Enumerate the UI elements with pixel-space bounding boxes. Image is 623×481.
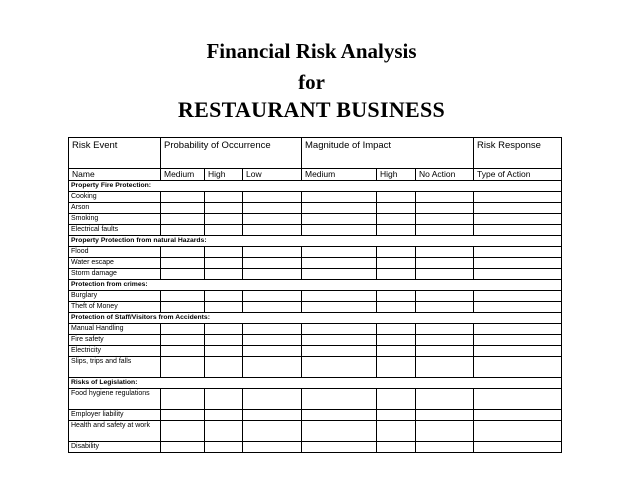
table-cell[interactable] [302, 346, 377, 357]
table-cell[interactable] [205, 247, 243, 258]
table-cell[interactable] [243, 192, 302, 203]
subheader-type-of-action: Type of Action [474, 169, 562, 181]
table-cell[interactable] [416, 324, 474, 335]
table-cell[interactable] [474, 421, 562, 442]
table-cell[interactable] [161, 410, 205, 421]
table-cell[interactable] [302, 421, 377, 442]
risk-item-name: Storm damage [69, 269, 161, 280]
table-cell[interactable] [302, 258, 377, 269]
table-cell[interactable] [161, 214, 205, 225]
table-cell[interactable] [416, 421, 474, 442]
subheader-magnitude-no-action: No Action [416, 169, 474, 181]
table-cell[interactable] [416, 203, 474, 214]
table-cell[interactable] [474, 291, 562, 302]
table-cell[interactable] [161, 302, 205, 313]
table-cell[interactable] [416, 357, 474, 378]
table-cell[interactable] [243, 302, 302, 313]
subheader-probability-high: High [205, 169, 243, 181]
subheader-name: Name [69, 169, 161, 181]
table-cell[interactable] [161, 346, 205, 357]
table-cell[interactable] [302, 247, 377, 258]
table-cell[interactable] [377, 247, 416, 258]
table-cell[interactable] [474, 192, 562, 203]
table-cell[interactable] [474, 269, 562, 280]
table-cell[interactable] [243, 357, 302, 378]
header-risk-event: Risk Event [69, 138, 161, 169]
table-cell[interactable] [205, 269, 243, 280]
table-cell[interactable] [205, 225, 243, 236]
table-cell[interactable] [377, 192, 416, 203]
risk-item-name: Arson [69, 203, 161, 214]
table-cell[interactable] [416, 269, 474, 280]
table-cell[interactable] [377, 335, 416, 346]
table-cell[interactable] [474, 247, 562, 258]
table-cell[interactable] [243, 389, 302, 410]
table-row [69, 258, 562, 269]
table-row [69, 346, 562, 357]
table-cell[interactable] [377, 291, 416, 302]
table-cell[interactable] [377, 421, 416, 442]
header-magnitude: Magnitude of Impact [302, 138, 474, 169]
table-cell[interactable] [416, 346, 474, 357]
table-cell[interactable] [161, 203, 205, 214]
table-cell[interactable] [377, 346, 416, 357]
table-cell[interactable] [243, 346, 302, 357]
risk-item-name: Theft of Money [69, 302, 161, 313]
table-cell[interactable] [474, 346, 562, 357]
table-cell[interactable] [161, 389, 205, 410]
header-row [69, 138, 562, 169]
table-row [69, 410, 562, 421]
table-cell[interactable] [302, 291, 377, 302]
table-cell[interactable] [205, 421, 243, 442]
table-cell[interactable] [302, 324, 377, 335]
table-body [69, 138, 562, 453]
risk-item-name: Food hygiene regulations [69, 389, 161, 410]
table-cell[interactable] [302, 335, 377, 346]
table-cell[interactable] [302, 214, 377, 225]
subheader-magnitude-medium: Medium [302, 169, 377, 181]
section-row [69, 280, 562, 291]
table-cell[interactable] [205, 192, 243, 203]
table-cell[interactable] [377, 389, 416, 410]
table-row [69, 192, 562, 203]
table-cell[interactable] [161, 225, 205, 236]
section-title: Property Protection from natural Hazards: [69, 236, 562, 247]
subheader-magnitude-high: High [377, 169, 416, 181]
section-title: Risks of Legislation: [69, 378, 562, 389]
section-row [69, 236, 562, 247]
section-row [69, 378, 562, 389]
header-response: Risk Response [474, 138, 562, 169]
table-cell[interactable] [243, 214, 302, 225]
table-cell[interactable] [302, 225, 377, 236]
table-cell[interactable] [416, 214, 474, 225]
table-row [69, 214, 562, 225]
table-row [69, 269, 562, 280]
table-cell[interactable] [474, 410, 562, 421]
table-cell[interactable] [416, 291, 474, 302]
table-cell[interactable] [302, 410, 377, 421]
table-cell[interactable] [474, 302, 562, 313]
table-row [69, 442, 562, 453]
table-cell[interactable] [416, 225, 474, 236]
risk-item-name: Cooking [69, 192, 161, 203]
table-cell[interactable] [205, 357, 243, 378]
subheader-row [69, 169, 562, 181]
section-title: Property Fire Protection: [69, 181, 562, 192]
table-cell[interactable] [474, 203, 562, 214]
table-row [69, 225, 562, 236]
table-cell[interactable] [243, 442, 302, 453]
risk-item-name: Electricity [69, 346, 161, 357]
risk-item-name: Slips, trips and falls [69, 357, 161, 378]
table-cell[interactable] [243, 247, 302, 258]
table-cell[interactable] [205, 442, 243, 453]
risk-analysis-table [68, 137, 562, 453]
risk-item-name: Flood [69, 247, 161, 258]
table-cell[interactable] [416, 192, 474, 203]
table-cell[interactable] [243, 421, 302, 442]
table-cell[interactable] [377, 214, 416, 225]
table-cell[interactable] [302, 442, 377, 453]
table-cell[interactable] [416, 247, 474, 258]
table-cell[interactable] [474, 357, 562, 378]
section-row [69, 313, 562, 324]
table-cell[interactable] [243, 269, 302, 280]
title-line-1: Financial Risk Analysis [206, 39, 417, 63]
table-cell[interactable] [377, 225, 416, 236]
subheader-probability-medium: Medium [161, 169, 205, 181]
table-cell[interactable] [205, 203, 243, 214]
table-cell[interactable] [474, 442, 562, 453]
table-row [69, 291, 562, 302]
table-cell[interactable] [243, 258, 302, 269]
risk-item-name: Employer liability [69, 410, 161, 421]
table-cell[interactable] [205, 346, 243, 357]
table-cell[interactable] [416, 389, 474, 410]
table-cell[interactable] [205, 335, 243, 346]
risk-item-name: Electrical faults [69, 225, 161, 236]
table-cell[interactable] [474, 335, 562, 346]
table-cell[interactable] [205, 214, 243, 225]
table-row [69, 247, 562, 258]
table-cell[interactable] [377, 269, 416, 280]
table-cell[interactable] [474, 324, 562, 335]
table-cell[interactable] [243, 291, 302, 302]
table-row [69, 389, 562, 410]
header-probability: Probability of Occurrence [161, 138, 302, 169]
table-row [69, 324, 562, 335]
table-cell[interactable] [416, 442, 474, 453]
table-row [69, 335, 562, 346]
title-line-2: for [298, 70, 325, 94]
table-cell[interactable] [377, 357, 416, 378]
title-line-3: RESTAURANT BUSINESS [177, 97, 446, 122]
table-cell[interactable] [161, 258, 205, 269]
table-cell[interactable] [161, 442, 205, 453]
risk-item-name: Smoking [69, 214, 161, 225]
table-cell[interactable] [474, 389, 562, 410]
table-cell[interactable] [161, 192, 205, 203]
table-cell[interactable] [377, 203, 416, 214]
subheader-probability-low: Low [243, 169, 302, 181]
table-cell[interactable] [243, 203, 302, 214]
table-cell[interactable] [161, 335, 205, 346]
table-cell[interactable] [243, 225, 302, 236]
risk-item-name: Disability [69, 442, 161, 453]
section-title: Protection of Staff/Visitors from Accidents: [69, 313, 562, 324]
risk-item-name: Water escape [69, 258, 161, 269]
risk-item-name: Manual Handling [69, 324, 161, 335]
table-cell[interactable] [416, 302, 474, 313]
table-cell[interactable] [205, 302, 243, 313]
table-cell[interactable] [302, 203, 377, 214]
table-row [69, 302, 562, 313]
table-cell[interactable] [205, 258, 243, 269]
table-cell[interactable] [474, 214, 562, 225]
risk-item-name: Health and safety at work [69, 421, 161, 442]
table-cell[interactable] [377, 410, 416, 421]
table-cell[interactable] [416, 335, 474, 346]
table-cell[interactable] [205, 324, 243, 335]
table-cell[interactable] [377, 442, 416, 453]
table-cell[interactable] [161, 421, 205, 442]
table-cell[interactable] [474, 258, 562, 269]
table-cell[interactable] [205, 291, 243, 302]
table-cell[interactable] [416, 258, 474, 269]
risk-item-name: Burglary [69, 291, 161, 302]
table-cell[interactable] [377, 258, 416, 269]
table-cell[interactable] [302, 357, 377, 378]
risk-item-name: Fire safety [69, 335, 161, 346]
table-cell[interactable] [243, 410, 302, 421]
table-cell[interactable] [161, 324, 205, 335]
table-cell[interactable] [161, 291, 205, 302]
table-cell[interactable] [161, 269, 205, 280]
table-cell[interactable] [161, 247, 205, 258]
table-cell[interactable] [377, 324, 416, 335]
table-cell[interactable] [474, 225, 562, 236]
table-cell[interactable] [416, 410, 474, 421]
table-cell[interactable] [302, 192, 377, 203]
table-cell[interactable] [243, 324, 302, 335]
table-row [69, 421, 562, 442]
table-cell[interactable] [377, 302, 416, 313]
table-cell[interactable] [302, 389, 377, 410]
table-cell[interactable] [205, 389, 243, 410]
table-cell[interactable] [243, 335, 302, 346]
table-row [69, 357, 562, 378]
table-cell[interactable] [302, 302, 377, 313]
table-cell[interactable] [161, 357, 205, 378]
table-row [69, 203, 562, 214]
table-cell[interactable] [205, 410, 243, 421]
table-cell[interactable] [302, 269, 377, 280]
section-row [69, 181, 562, 192]
section-title: Protection from crimes: [69, 280, 562, 291]
